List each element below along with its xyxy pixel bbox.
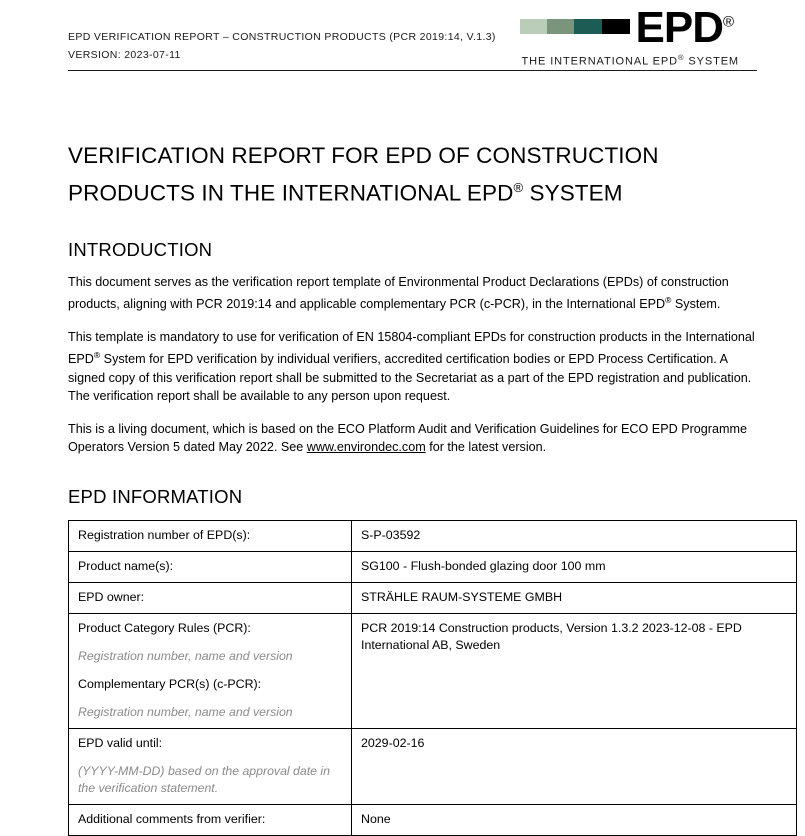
logo-wordmark [635,3,735,52]
page-title-registered-icon: ® [513,180,524,195]
logo-color-bars [520,19,630,34]
logo-bar-3 [574,19,602,34]
logo-registered-icon: ® [723,13,735,31]
row-label-epd-owner: EPD owner: [69,582,352,613]
page-title-line-2-before: PRODUCTS IN THE INTERNATIONAL EPD [68,180,514,206]
row-value-product-name: SG100 - Flush-bonded glazing door 100 mm [352,551,797,582]
page-title [68,140,760,210]
row-value-epd-valid-until: 2029-02-16 [352,728,797,804]
logo-tagline-before: THE INTERNATIONAL EPD [521,55,678,68]
epd-information-heading: EPD INFORMATION [68,485,243,507]
row-value-additional-comments: None [352,804,797,835]
page-title-line-2-after: SYSTEM [523,180,623,206]
page-title-line-1: VERIFICATION REPORT FOR EPD OF CONSTRUCTION [68,143,659,168]
intro-p2-text-end: System for EPD verification by individual verifiers, accredited certification bodies or EPD Process Certification. A signed copy of this verification report shall be submitted to the Secretariat as a part of the EPD registration and publication. The verification report shall be available to any person upon request. [68,352,752,404]
valid-until-label: EPD valid until: [78,735,163,750]
intro-p3-text-end: for the latest version. [425,440,547,455]
header-divider [68,70,757,71]
logo-wordmark-text: EPD [635,3,724,52]
row-label-product-category-rules [69,613,352,728]
table-row [69,804,797,835]
header-report-line: EPD VERIFICATION REPORT – CONSTRUCTION PRODUCTS (PCR 2019:14, V.1.3) [68,31,496,43]
table-row [69,728,797,804]
pcr-hint: Registration number, name and version [78,648,293,663]
header-meta [68,28,496,64]
environdec-link[interactable]: www.environdec.com [306,440,426,455]
row-label-additional-comments: Additional comments from verifier: [69,804,352,835]
intro-p2-registered-icon: ® [93,350,101,361]
introduction-heading: INTRODUCTION [68,238,213,260]
row-value-epd-owner: STRÄHLE RAUM-SYSTEME GMBH [352,582,797,613]
logo-tagline-after: SYSTEM [684,55,739,68]
document-body [68,140,760,836]
intro-p1-text-end: System. [671,297,721,312]
row-value-registration-number: S-P-03592 [352,520,797,551]
row-value-product-category-rules: PCR 2019:14 Construction products, Version 1.3.2 2023-12-08 - EPD International AB, Sweden [352,613,797,728]
intro-p2-text: This template is mandatory to use for verification of EN 15804-compliant EPDs for construction products in the International EPD [68,329,755,367]
logo-tagline-registered-icon: ® [677,53,685,62]
pcr-label: Product Category Rules (PCR): [78,620,251,635]
introduction-paragraph-2 [68,328,760,406]
row-label-registration-number: Registration number of EPD(s): [69,520,352,551]
header-version-line: VERSION: 2023-07-11 [68,49,181,61]
logo-bar-1 [520,19,547,34]
table-row [69,551,797,582]
row-label-product-name: Product name(s): [69,551,352,582]
intro-p1-registered-icon: ® [665,295,672,305]
logo-bar-2 [547,19,574,34]
table-row [69,582,797,613]
intro-p1-text: This document serves as the verification report template of Environmental Product Declarations (EPDs) of construction products, aligning with PCR 2019:14 and applicable complementary PCR (c-PCR), in the International EPD [68,274,729,312]
logo-top-row [520,3,735,52]
epd-information-table [68,520,797,836]
logo-tagline [522,53,739,68]
table-row [69,520,797,551]
cpcr-label: Complementary PCR(s) (c-PCR): [78,676,262,691]
epd-logo [520,3,739,68]
cpcr-hint: Registration number, name and version [78,704,293,719]
introduction-paragraph-3 [68,420,760,457]
logo-bar-4 [602,19,630,34]
valid-until-hint: (YYYY-MM-DD) based on the approval date in the verification statement. [78,763,330,795]
row-label-epd-valid-until [69,728,352,804]
intro-p3-text: This is a living document, which is based on the ECO Platform Audit and Verification Guidelines for ECO EPD Programme Operators Version 5 dated May 2022. See [68,421,747,455]
document-header [0,0,805,70]
introduction-paragraph-1 [68,273,760,314]
table-row [69,613,797,728]
